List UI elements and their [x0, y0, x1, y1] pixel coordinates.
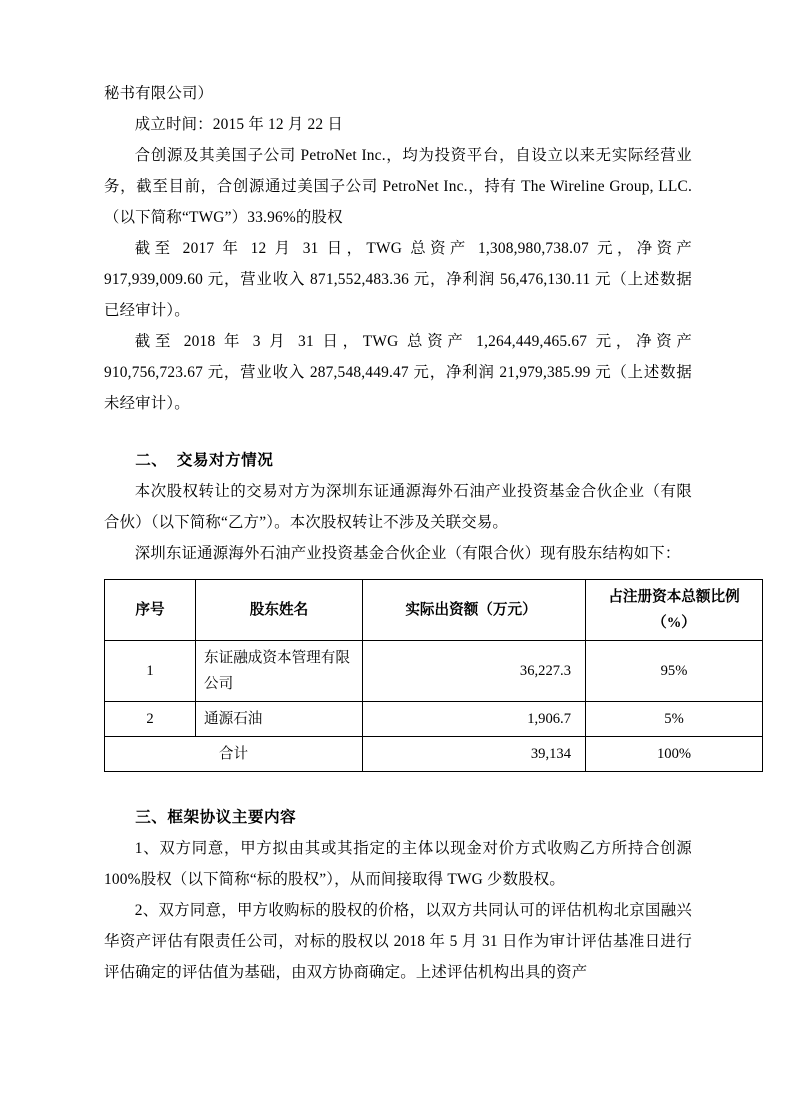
table-header-row — [105, 580, 763, 641]
spacer — [104, 772, 692, 802]
column-header-ratio: 占注册资本总额比例（%） — [586, 580, 763, 641]
cell-amount: 36,227.3 — [363, 641, 586, 702]
section-heading-three — [104, 802, 692, 833]
column-header-no: 序号 — [105, 580, 196, 641]
paragraph-continuation: 秘书有限公司） — [104, 85, 214, 102]
table-row — [105, 641, 763, 702]
column-header-amount: 实际出资额（万元） — [363, 580, 586, 641]
table-total-row — [105, 737, 763, 772]
table-row — [105, 702, 763, 737]
section-three-title: 框架协议主要内容 — [167, 809, 297, 826]
paragraph-counterparty: 本次股权转让的交易对方为深圳东证通源海外石油产业投资基金合伙企业（有限合伙）（以下简称“乙方”）。本次股权转让不涉及关联交易。 — [104, 483, 692, 531]
paragraph-agreement-item-2: 2、双方同意，甲方收购标的股权的价格，以双方共同认可的评估机构北京国融兴华资产评估有限责任公司，对标的股权以 2018 年 5 月 31 日作为审计评估基准日进行评估确定的评估值为基础，由双方协商确定。上述评估机构出具的资产 — [104, 902, 692, 981]
cell-total-ratio: 100% — [586, 737, 763, 772]
section-two-number: 二、 — [135, 452, 168, 469]
cell-no: 2 — [105, 702, 196, 737]
paragraph-agreement-item-1: 1、双方同意，甲方拟由其或其指定的主体以现金对价方式收购乙方所持合创源 100%股权（以下简称“标的股权”），从而间接取得 TWG 少数股权。 — [104, 840, 692, 888]
section-heading-two — [104, 445, 692, 476]
section-three-number: 三、 — [135, 809, 168, 826]
paragraph-shareholder-structure-intro: 深圳东证通源海外石油产业投资基金合伙企业（有限合伙）现有股东结构如下： — [134, 545, 681, 562]
shareholder-structure-table — [104, 579, 763, 772]
paragraph-financials-2017: 截至 2017 年 12 月 31 日，TWG 总资产 1,308,980,738.07 元，净资产 917,939,009.60 元，营业收入 871,552,483.36 元，净利润 56,476,130.11 元（上述数据已经审计）。 — [104, 240, 692, 319]
cell-total-label: 合计 — [105, 737, 363, 772]
cell-total-amount: 39,134 — [363, 737, 586, 772]
cell-amount: 1,906.7 — [363, 702, 586, 737]
cell-ratio: 5% — [586, 702, 763, 737]
paragraph-establishment-date: 成立时间：2015 年 12 月 22 日 — [134, 116, 343, 133]
cell-ratio: 95% — [586, 641, 763, 702]
cell-name: 东证融成资本管理有限公司 — [196, 641, 363, 702]
section-two-title: 交易对方情况 — [176, 452, 274, 469]
cell-no: 1 — [105, 641, 196, 702]
paragraph-financials-2018q1: 截至 2018 年 3 月 31 日，TWG 总资产 1,264,449,465.67 元，净资产 910,756,723.67 元，营业收入 287,548,449.47 元，净利润 21,979,385.99 元（上述数据未经审计）。 — [104, 333, 692, 412]
column-header-name: 股东姓名 — [196, 580, 363, 641]
spacer — [104, 419, 692, 445]
cell-name: 通源石油 — [196, 702, 363, 737]
paragraph-company-background: 合创源及其美国子公司 PetroNet Inc.，均为投资平台，自设立以来无实际经营业务，截至目前，合创源通过美国子公司 PetroNet Inc.，持有 The Wireline Group, LLC. （以下简称“TWG”）33.96%的股权 — [104, 147, 692, 226]
